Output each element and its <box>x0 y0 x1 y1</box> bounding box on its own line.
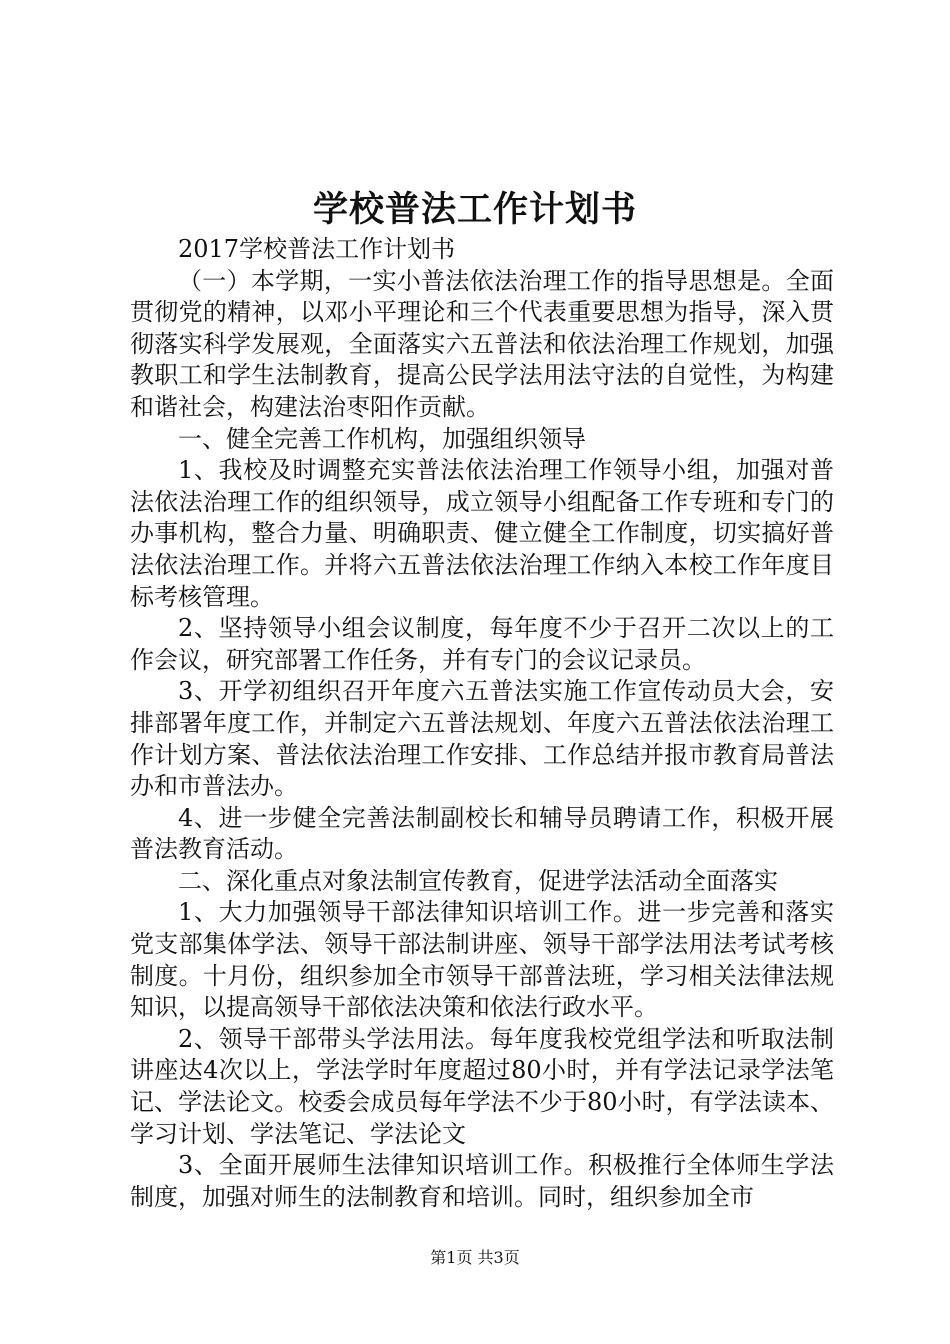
section-heading-1: 一、健全完善工作机构，加强组织领导 <box>178 424 586 453</box>
section-heading-2: 二、深化重点对象法制宣传教育，促进学法活动全面落实 <box>178 866 778 895</box>
paragraph-guiding-idea: （一）本学期，一实小普法依法治理工作的指导思想是。全面贯彻党的精神，以邓小平理论和三个代表重要思想为指导，深入贯彻落实科学发展观，全面落实六五普法和依法治理工作规划，加强教职工和学生法制教育，提高公民学法用法守法的自觉性，为构建和谐社会，构建法治枣阳作贡献。 <box>130 266 834 421</box>
document-body <box>130 234 834 1213</box>
paragraph-item-1-2: 2、坚持领导小组会议制度，每年度不少于召开二次以上的工作会议，研究部署工作任务，并有专门的会议记录员。 <box>130 614 834 674</box>
paragraph-subtitle: 2017学校普法工作计划书 <box>178 235 456 263</box>
paragraph-item-1-1: 1、我校及时调整充实普法依法治理工作领导小组，加强对普法依法治理工作的组织领导，成立领导小组配备工作专班和专门的办事机构，整合力量、明确职责、健立健全工作制度，切实搞好普法依法治理工作。并将六五普法依法治理工作纳入本校工作年度目标考核管理。 <box>130 456 834 611</box>
paragraph-item-2-2: 2、领导干部带头学法用法。每年度我校党组学法和听取法制讲座达4次以上，学法学时年度超过80小时，并有学法记录学法笔记、学法论文。校委会成员每年学法不少于80小时，有学法读本、学习计划、学法笔记、学法论文 <box>130 1024 834 1148</box>
paragraph-item-2-1: 1、大力加强领导干部法律知识培训工作。进一步完善和落实党支部集体学法、领导干部法制讲座、领导干部学法用法考试考核制度。十月份，组织参加全市领导干部普法班，学习相关法律法规知识，以提高领导干部依法决策和依法行政水平。 <box>130 898 834 1022</box>
document-title: 学校普法工作计划书 <box>312 189 637 230</box>
paragraph-item-1-3: 3、开学初组织召开年度六五普法实施工作宣传动员大会，安排部署年度工作，并制定六五普法规划、年度六五普法依法治理工作计划方案、普法依法治理工作安排、工作总结并报市教育局普法办和市普法办。 <box>130 677 834 801</box>
paragraph-item-1-4: 4、进一步健全完善法制副校长和辅导员聘请工作，积极开展普法教育活动。 <box>130 803 834 864</box>
paragraph-item-2-3: 3、全面开展师生法律知识培训工作。积极推行全体师生学法制度，加强对师生的法制教育和培训。同时，组织参加全市 <box>130 1151 834 1211</box>
page-footer: 第1页 共3页 <box>430 1248 520 1267</box>
